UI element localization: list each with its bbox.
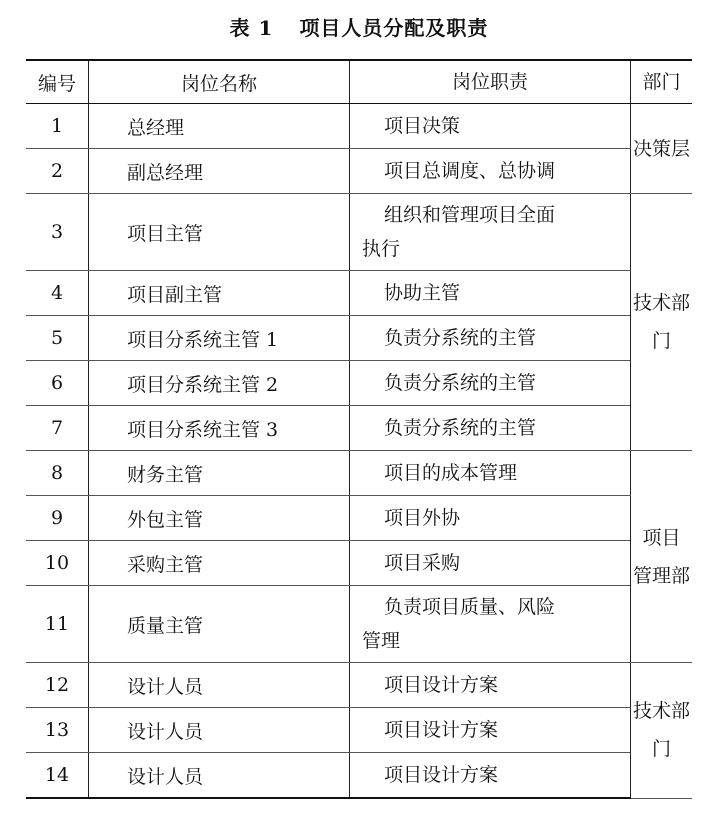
table-row (26, 104, 692, 149)
table-row (26, 496, 692, 541)
duty-text: 负责项目质量、风险 (384, 596, 556, 618)
cell-name: 总经理 (89, 104, 350, 149)
dept-label: 技术部门 (632, 292, 690, 352)
cell-duty (350, 104, 631, 149)
header-name: 岗位名称 (89, 60, 350, 104)
duty-text: 负责分系统的主管 (384, 372, 537, 394)
table-title: 项目人员分配及职责 (299, 16, 489, 40)
duty-text: 项目采购 (384, 552, 461, 574)
cell-name: 项目分系统主管 3 (89, 406, 350, 451)
cell-id: 9 (26, 496, 89, 541)
cell-duty (350, 753, 631, 799)
table-row (26, 753, 692, 799)
header-id: 编号 (26, 60, 89, 104)
cell-id: 3 (26, 194, 89, 271)
duty-text: 项目外协 (384, 507, 461, 529)
table-row (26, 149, 692, 194)
cell-id: 14 (26, 753, 89, 799)
cell-name: 外包主管 (89, 496, 350, 541)
dept-label: 决策层 (632, 137, 690, 160)
duty-text-cont: 管理 (362, 630, 401, 652)
cell-id: 7 (26, 406, 89, 451)
duty-text-cont: 执行 (362, 238, 401, 260)
cell-id: 10 (26, 541, 89, 586)
cell-name: 项目副主管 (89, 271, 350, 316)
header-dept: 部门 (631, 60, 693, 104)
cell-dept (631, 451, 693, 663)
table-row (26, 708, 692, 753)
table-row (26, 541, 692, 586)
duty-text: 项目总调度、总协调 (384, 160, 556, 182)
cell-duty (350, 406, 631, 451)
cell-name: 质量主管 (89, 586, 350, 663)
table-row (26, 361, 692, 406)
duty-text: 项目设计方案 (384, 719, 499, 741)
table-row (26, 406, 692, 451)
cell-name: 设计人员 (89, 663, 350, 708)
cell-name: 项目分系统主管 1 (89, 316, 350, 361)
cell-duty (350, 194, 631, 271)
duty-text: 协助主管 (384, 282, 461, 304)
cell-name: 副总经理 (89, 149, 350, 194)
table-row (26, 316, 692, 361)
cell-id: 11 (26, 586, 89, 663)
header-duty: 岗位职责 (350, 60, 631, 104)
duty-text: 项目设计方案 (384, 674, 499, 696)
cell-id: 4 (26, 271, 89, 316)
cell-id: 8 (26, 451, 89, 496)
cell-id: 12 (26, 663, 89, 708)
dept-label: 技术部门 (632, 700, 690, 761)
cell-name: 项目主管 (89, 194, 350, 271)
cell-duty (350, 149, 631, 194)
cell-name: 项目分系统主管 2 (89, 361, 350, 406)
cell-name: 财务主管 (89, 451, 350, 496)
cell-dept (631, 194, 693, 451)
cell-name: 设计人员 (89, 708, 350, 753)
table-row (26, 271, 692, 316)
staff-table (26, 59, 692, 799)
cell-name: 设计人员 (89, 753, 350, 799)
duty-text: 组织和管理项目全面 (384, 204, 556, 226)
cell-id: 5 (26, 316, 89, 361)
cell-dept (631, 663, 693, 799)
duty-text: 项目决策 (384, 115, 461, 137)
table-row (26, 586, 692, 663)
table-row (26, 663, 692, 708)
cell-duty (350, 496, 631, 541)
cell-duty (350, 316, 631, 361)
cell-id: 13 (26, 708, 89, 753)
duty-text: 项目设计方案 (384, 764, 499, 786)
header-row (26, 60, 692, 104)
cell-duty (350, 451, 631, 496)
dept-label-cont: 管理部 (632, 564, 690, 587)
duty-text: 负责分系统的主管 (384, 327, 537, 349)
cell-duty (350, 586, 631, 663)
table-row (26, 451, 692, 496)
cell-duty (350, 663, 631, 708)
table-number: 表 1 (229, 16, 274, 40)
duty-text: 项目的成本管理 (384, 462, 518, 484)
cell-duty (350, 708, 631, 753)
cell-duty (350, 361, 631, 406)
cell-id: 1 (26, 104, 89, 149)
table-caption (0, 12, 718, 41)
duty-text: 负责分系统的主管 (384, 417, 537, 439)
cell-id: 2 (26, 149, 89, 194)
dept-label: 项目 (642, 526, 681, 549)
table-row (26, 194, 692, 271)
cell-id: 6 (26, 361, 89, 406)
cell-duty (350, 541, 631, 586)
cell-duty (350, 271, 631, 316)
cell-dept (631, 104, 693, 194)
cell-name: 采购主管 (89, 541, 350, 586)
